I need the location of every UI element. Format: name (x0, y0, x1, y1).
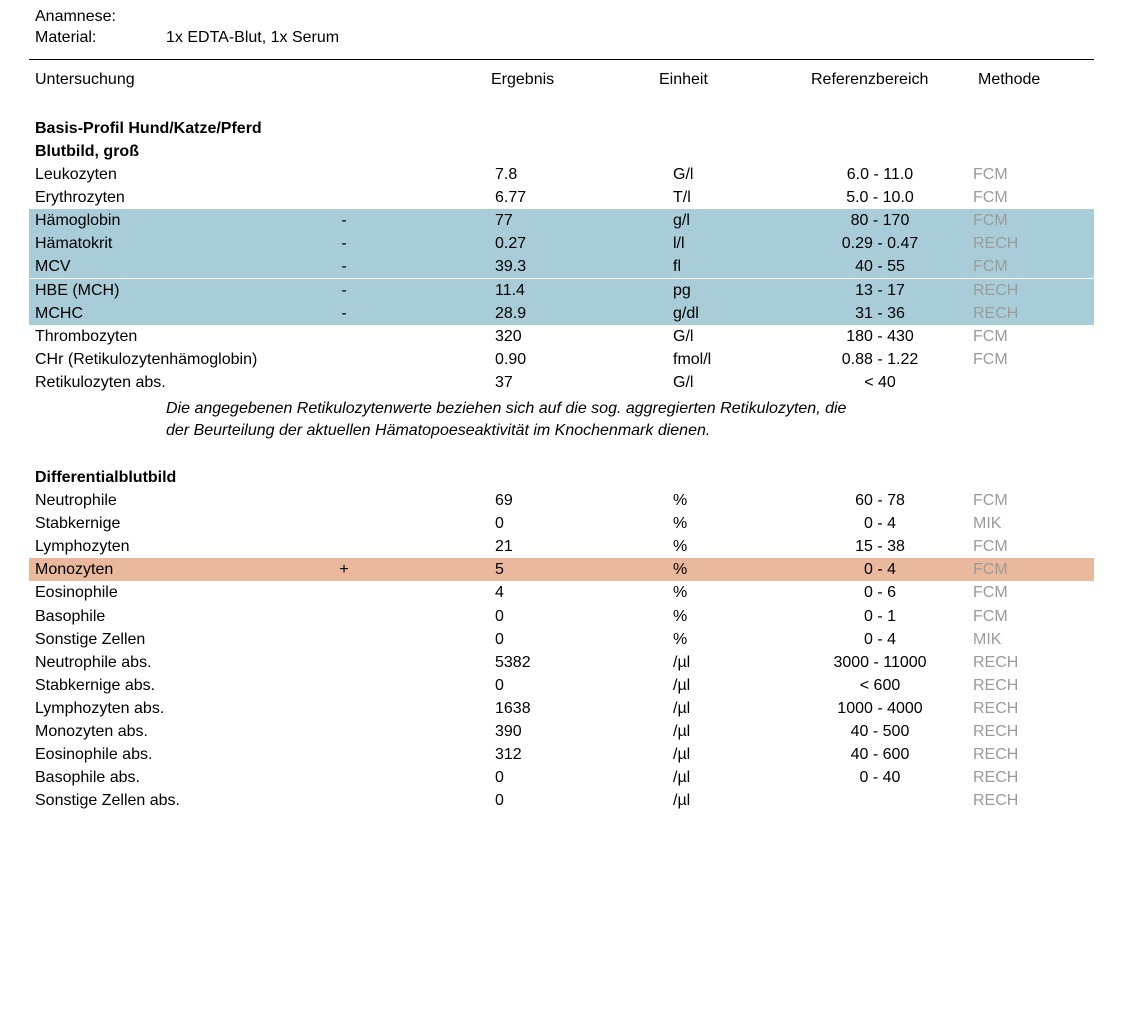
result-value: 39.3 (495, 258, 527, 276)
result-value: 1638 (495, 699, 531, 717)
reference-range: 15 - 38 (855, 538, 905, 556)
table-row (29, 720, 1094, 743)
result-value: 69 (495, 492, 513, 509)
reference-range: 0 - 6 (863, 584, 896, 602)
method: RECH (973, 235, 1019, 253)
test-name: Lymphozyten (35, 538, 130, 556)
test-name: Hämoglobin (35, 212, 121, 230)
unit: % (673, 607, 688, 625)
section-title-basis-profil: Basis-Profil Hund/Katze/Pferd (35, 120, 262, 137)
method: FCM (973, 189, 1008, 207)
reference-range: 0 - 1 (863, 607, 896, 625)
result-value: 37 (495, 373, 513, 391)
test-name: Eosinophile (35, 584, 118, 602)
test-name: Retikulozyten abs. (35, 373, 166, 391)
method: RECH (973, 304, 1019, 322)
table-row (29, 279, 1094, 302)
result-value: 0.90 (495, 350, 527, 368)
table-row (29, 255, 1094, 278)
unit: % (673, 584, 688, 602)
retikulozyten-note (166, 398, 846, 442)
table-row (29, 651, 1094, 674)
result-value: 5382 (495, 653, 531, 671)
table-row (29, 558, 1094, 581)
table-row (29, 605, 1094, 628)
test-name: Lymphozyten abs. (35, 699, 165, 717)
unit: /µl (673, 653, 691, 671)
method: RECH (973, 746, 1019, 764)
result-value: 11.4 (495, 281, 525, 299)
reference-range: 60 - 78 (855, 492, 905, 509)
result-value: 21 (495, 538, 513, 556)
method: FCM (973, 327, 1008, 345)
unit: % (673, 515, 688, 533)
method: FCM (973, 607, 1008, 625)
table-row (29, 186, 1094, 209)
abnormal-flag: - (341, 235, 347, 253)
unit: fmol/l (673, 350, 712, 368)
result-value: 0 (495, 607, 504, 625)
table-row (29, 512, 1094, 535)
unit: pg (673, 281, 691, 299)
method: FCM (973, 166, 1008, 183)
test-name: Neutrophile abs. (35, 653, 152, 671)
material-value: 1x EDTA-Blut, 1x Serum (166, 29, 340, 46)
unit: l/l (673, 235, 685, 253)
test-name: HBE (MCH) (35, 281, 120, 299)
report-meta (35, 6, 339, 48)
header-untersuchung: Untersuchung (35, 71, 135, 88)
result-value: 4 (495, 584, 504, 602)
reference-range: 1000 - 4000 (837, 699, 923, 717)
table-row (29, 628, 1094, 651)
result-value: 320 (495, 327, 522, 345)
table-row (29, 348, 1094, 371)
anamnese-label: Anamnese: (35, 8, 116, 25)
reference-range: 40 - 55 (855, 258, 905, 276)
method: RECH (973, 281, 1019, 299)
reference-range: 6.0 - 11.0 (846, 166, 914, 183)
section-title-differentialblutbild: Differentialblutbild (35, 469, 177, 486)
unit: G/l (673, 166, 694, 183)
result-value: 312 (495, 746, 522, 764)
method: RECH (973, 723, 1019, 740)
unit: /µl (673, 792, 691, 810)
reference-range: 40 - 600 (850, 746, 910, 764)
result-value: 6.77 (495, 189, 527, 207)
reference-range: 0 - 4 (863, 630, 896, 648)
unit: /µl (673, 676, 691, 694)
table-row (29, 535, 1094, 558)
table-row (29, 674, 1094, 697)
abnormal-flag: - (341, 212, 347, 230)
reference-range: 13 - 17 (855, 281, 905, 299)
test-name: Basophile abs. (35, 769, 140, 787)
unit: % (673, 630, 688, 648)
unit: /µl (673, 699, 691, 717)
method: FCM (973, 561, 1008, 579)
method: FCM (973, 212, 1008, 230)
section-subtitle-blutbild: Blutbild, groß (35, 143, 139, 160)
reference-range: 3000 - 11000 (833, 653, 927, 671)
table-row (29, 371, 1094, 394)
result-value: 0 (495, 676, 504, 694)
test-name: Sonstige Zellen abs. (35, 792, 180, 810)
method: RECH (973, 653, 1019, 671)
result-value: 0 (495, 630, 504, 648)
reference-range: 0 - 4 (863, 561, 896, 579)
result-value: 5 (495, 561, 504, 579)
method: FCM (973, 538, 1008, 556)
table-row (29, 789, 1094, 812)
unit: g/dl (673, 304, 699, 322)
abnormal-flag: - (341, 258, 347, 276)
table-row (29, 697, 1094, 720)
table-row (29, 163, 1094, 186)
result-value: 0.27 (495, 235, 527, 253)
table-row (29, 489, 1094, 512)
header-methode: Methode (978, 71, 1041, 88)
reference-range: 0 - 40 (859, 769, 901, 787)
result-value: 7.8 (495, 166, 518, 183)
unit: g/l (673, 212, 690, 230)
unit: /µl (673, 723, 691, 740)
test-name: Monozyten (35, 561, 114, 579)
table-row (29, 232, 1094, 255)
unit: T/l (673, 189, 691, 207)
method: FCM (973, 584, 1008, 602)
table-row (29, 581, 1094, 604)
method: RECH (973, 676, 1019, 694)
test-name: Monozyten abs. (35, 723, 148, 740)
material-label: Material: (35, 29, 97, 46)
method: FCM (973, 350, 1008, 368)
table-header (0, 70, 1124, 90)
unit: % (673, 492, 688, 509)
reference-range: 80 - 170 (850, 212, 910, 230)
result-value: 0 (495, 769, 504, 787)
test-name: Basophile (35, 607, 106, 625)
unit: G/l (673, 327, 694, 345)
test-name: Erythrozyten (35, 189, 125, 207)
material-row (35, 27, 339, 48)
header-referenzbereich: Referenzbereich (811, 71, 929, 88)
result-value: 77 (495, 212, 513, 230)
unit: fl (673, 258, 681, 276)
table-row (29, 209, 1094, 232)
test-name: Neutrophile (35, 492, 117, 509)
header-einheit: Einheit (659, 71, 708, 88)
test-name: Thrombozyten (35, 327, 138, 345)
test-name: Stabkernige abs. (35, 676, 156, 694)
abnormal-flag: - (341, 304, 347, 322)
test-name: Eosinophile abs. (35, 746, 153, 764)
result-value: 0 (495, 515, 504, 533)
anamnese-row (35, 6, 339, 27)
table-row (29, 766, 1094, 789)
method: MIK (973, 630, 1002, 648)
test-name: Sonstige Zellen (35, 630, 146, 648)
method: RECH (973, 792, 1019, 810)
test-name: Stabkernige (35, 515, 121, 533)
unit: G/l (673, 373, 694, 391)
abnormal-flag: - (341, 281, 347, 299)
test-name: CHr (Retikulozytenhämoglobin) (35, 350, 258, 368)
reference-range: 40 - 500 (850, 723, 910, 740)
unit: % (673, 538, 688, 556)
method: FCM (973, 258, 1008, 276)
table-row (29, 302, 1094, 325)
result-value: 390 (495, 723, 522, 740)
header-divider (29, 59, 1094, 60)
test-name: MCHC (35, 304, 83, 322)
unit: /µl (673, 746, 691, 764)
note-line-1: Die angegebenen Retikulozytenwerte beziehen sich auf die sog. aggregierten Retikulozyten, die (166, 400, 847, 417)
reference-range: 5.0 - 10.0 (846, 189, 914, 207)
header-ergebnis: Ergebnis (491, 71, 555, 88)
table-row (29, 743, 1094, 766)
reference-range: < 40 (864, 373, 896, 391)
method: RECH (973, 769, 1019, 787)
result-value: 0 (495, 792, 504, 810)
reference-range: 0.88 - 1.22 (841, 350, 919, 368)
note-line-2: der Beurteilung der aktuellen Hämatopoeseaktivität im Knochenmark dienen. (166, 422, 711, 439)
unit: % (673, 561, 688, 579)
abnormal-flag: + (339, 561, 349, 579)
method: MIK (973, 515, 1002, 533)
method: FCM (973, 492, 1008, 509)
reference-range: 0 - 4 (863, 515, 896, 533)
unit: /µl (673, 769, 691, 787)
reference-range: < 600 (859, 676, 901, 694)
test-name: Leukozyten (35, 166, 117, 183)
method: RECH (973, 699, 1019, 717)
reference-range: 0.29 - 0.47 (841, 235, 919, 253)
reference-range: 180 - 430 (846, 327, 914, 345)
result-value: 28.9 (495, 304, 527, 322)
reference-range: 31 - 36 (855, 304, 905, 322)
table-row (29, 325, 1094, 348)
test-name: MCV (35, 258, 71, 276)
test-name: Hämatokrit (35, 235, 113, 253)
